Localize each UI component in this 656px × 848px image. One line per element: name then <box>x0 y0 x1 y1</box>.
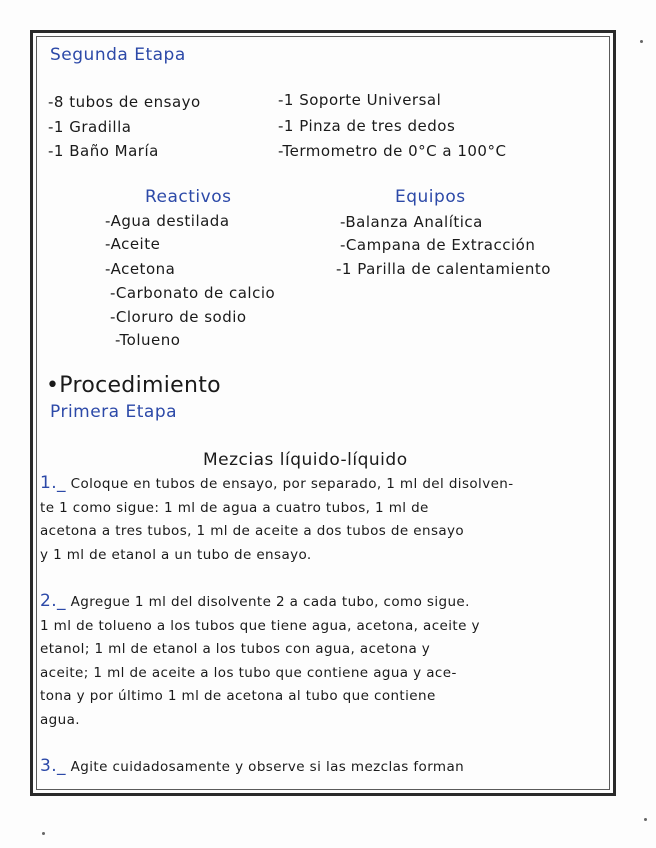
step-3-number: 3._ <box>40 756 66 776</box>
scan-speck <box>42 832 45 835</box>
reactivo-item-6: -Tolueno <box>115 331 181 349</box>
step-2-line-5: tona y por último 1 ml de acetona al tubo que contiene <box>40 688 436 704</box>
step-2-line-4: aceite; 1 ml de aceite a los tubo que contiene agua y ace- <box>40 664 457 681</box>
step-1-line-2: te 1 como sigue: 1 ml de agua a cuatro tubos, 1 ml de <box>40 499 429 516</box>
reactivo-item-1: -Agua destilada <box>105 212 230 230</box>
step-1 <box>40 472 608 567</box>
step-3 <box>40 755 608 780</box>
step-1-line-4: y 1 ml de etanol a un tubo de ensayo. <box>40 546 312 563</box>
material-left-1: -8 tubos de ensayo <box>48 93 201 111</box>
material-right-2: -1 Pinza de tres dedos <box>278 117 456 135</box>
material-left-3: -1 Baño María <box>48 142 159 160</box>
step-1-line-1: Coloque en tubos de ensayo, por separado, 1 ml del disolven- <box>70 476 514 492</box>
step-2-line-1: Agregue 1 ml del disolvente 2 a cada tubo, como sigue. <box>70 594 470 610</box>
step-1-line-3: acetona a tres tubos, 1 ml de aceite a dos tubos de ensayo <box>40 523 465 539</box>
step-3-line-1: Agite cuidadosamente y observe si las mezclas forman <box>70 759 465 775</box>
material-right-3: -Termometro de 0°C a 100°C <box>278 142 507 160</box>
scan-speck <box>644 818 647 821</box>
equipo-item-1: -Balanza Analítica <box>340 213 483 231</box>
reactivo-item-4: -Carbonato de calcio <box>110 284 276 302</box>
step-2-line-6: agua. <box>40 711 80 728</box>
step-2-number: 2._ <box>40 591 66 611</box>
reactivo-item-3: -Acetona <box>105 260 176 278</box>
section-title-segunda-etapa: Segunda Etapa <box>50 45 186 65</box>
procedimiento-title: •Procedimiento <box>46 373 221 398</box>
reactivo-item-5: -Cloruro de sodio <box>110 308 247 326</box>
step-2-line-2: 1 ml de tolueno a los tubos que tiene agua, acetona, aceite y <box>40 617 480 634</box>
equipo-item-2: -Campana de Extracción <box>340 236 536 254</box>
material-right-1: -1 Soporte Universal <box>278 91 442 109</box>
equipos-title: Equipos <box>395 187 466 207</box>
material-left-2: -1 Gradilla <box>48 118 132 136</box>
primera-etapa-subtitle: Primera Etapa <box>50 402 178 422</box>
reactivos-title: Reactivos <box>145 187 232 207</box>
step-2-line-3: etanol; 1 ml de etanol a los tubos con agua, acetona y <box>40 641 431 657</box>
reactivo-item-2: -Aceite <box>105 235 161 253</box>
step-1-number: 1._ <box>40 473 66 493</box>
equipo-item-3: -1 Parilla de calentamiento <box>336 260 551 278</box>
mezclas-heading: Mezcias líquido-líquido <box>203 450 408 470</box>
scan-speck <box>640 40 643 43</box>
step-2 <box>40 590 608 732</box>
